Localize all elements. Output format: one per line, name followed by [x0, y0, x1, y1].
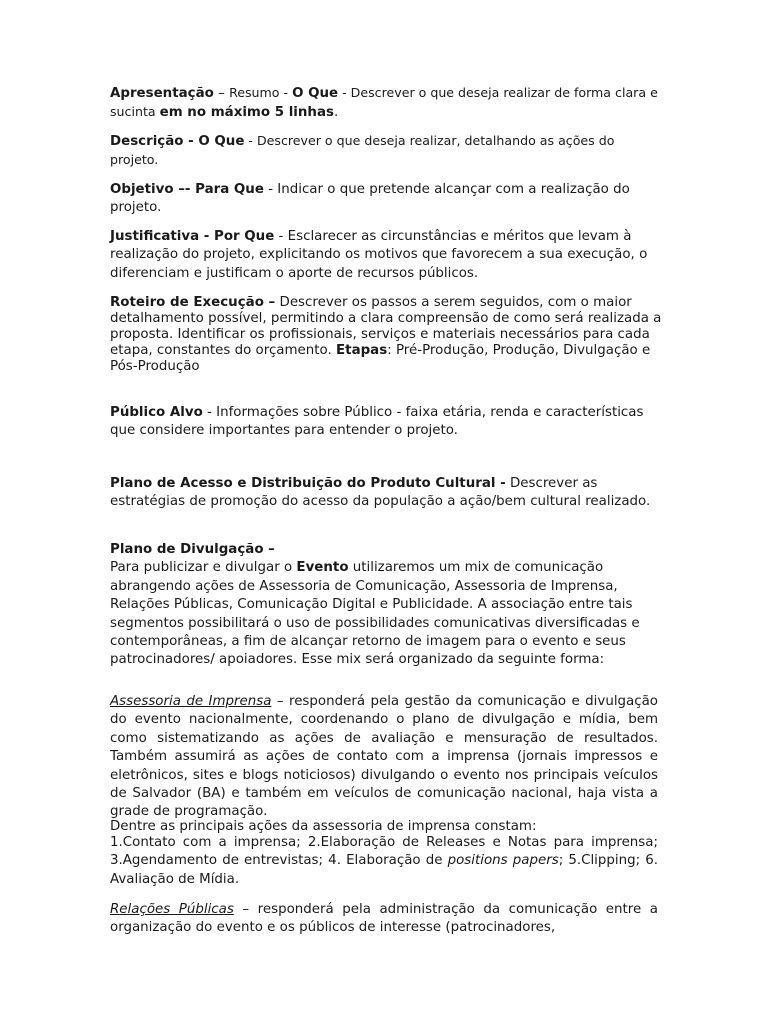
apresentacao-oque: O Que	[292, 86, 339, 101]
plano-divulgacao-evento: Evento	[296, 560, 349, 576]
plano-divulgacao-paragraph	[110, 541, 660, 670]
plano-divulgacao-intro2: utilizaremos um mix de comunicação abrangendo ações de Assessoria de Comunicação, Assessoria de Imprensa, Relações Públicas, Comunicação Digital e Publicidade. A associação entre tais segmentos possibilitará o uso de possibilidades comunicativas diversificadas e contemporâneas, a fim de alcançar retorno de imagem para o evento e seus patrocinadores/ apoiadores. Esse mix será organizado da seguinte forma:	[110, 560, 640, 668]
plano-acesso-desc: Descrever as estratégias de promoção do acesso da população a ação/bem cultural realizado.	[110, 476, 651, 510]
assessoria-desc: – responderá pela gestão da comunicação e divulgação do evento nacionalmente, coordenando o plano de divulgação e mídia, bem como sistematizando as ações de avaliação e mensuração de resultados. Também assumirá as ações de contato com a imprensa (jornais impressos e eletrônicos, sites e blogs noticiosos) divulgando o evento nos principais veículos de Salvador (BA) e também em veículos de comunicação nacional, haja vista a grade de programação.	[110, 694, 659, 820]
descricao-title: Descrição - O Que	[110, 134, 245, 149]
justificativa-desc: - Esclarecer as circunstâncias e méritos que levam à realização do projeto, explicitando os motivos que favorecem a sua execução, o diferenciam e justificam o aporte de recursos públicos.	[110, 229, 648, 281]
objetivo-paragraph	[110, 181, 660, 218]
apresentacao-end: .	[333, 105, 339, 121]
apresentacao-desc: - Descrever o que deseja realizar de forma clara e sucinta	[110, 85, 658, 120]
publico-title: Público Alvo	[110, 405, 203, 420]
justificativa-title: Justificativa - Por Que	[110, 229, 275, 244]
descricao-desc: - Descrever o que deseja realizar, detalhando as ações do projeto.	[110, 133, 615, 168]
plano-divulgacao-title: Plano de Divulgação –	[110, 542, 275, 557]
descricao-paragraph	[110, 132, 660, 171]
relacoes-desc: – responderá pela administração da comunicação entre a organização do evento e os públicos de interesse (patrocinadores,	[110, 902, 658, 936]
objetivo-title: Objetivo –- Para Que	[110, 182, 264, 197]
justificativa-paragraph	[110, 228, 660, 283]
assessoria-dentre: Dentre as principais ações da assessoria de imprensa constam:	[110, 819, 537, 834]
assessoria-list-part1: 1.Contato com a imprensa; 2.Elaboração de Releases e Notas para imprensa; 3.Agendamento de entrevistas; 4. Elaboração de	[110, 835, 658, 869]
relacoes-paragraph	[110, 901, 658, 938]
apresentacao-resumo: Resumo -	[229, 85, 293, 100]
apresentacao-sep: –	[213, 86, 230, 101]
relacoes-title: Relações Públicas	[110, 902, 234, 917]
roteiro-desc: Descrever os passos a serem seguidos, com o maior detalhamento possível, permitindo a clara compreensão de como será realizada a proposta. Identificar os profissionais, serviços e materiais necessários para cada etapa, constantes do orçamento.	[110, 295, 662, 358]
apresentacao-emphasis: em no máximo 5 linhas	[159, 105, 334, 121]
plano-acesso-paragraph	[110, 475, 660, 512]
apresentacao-title: Apresentação	[110, 86, 214, 101]
plano-divulgacao-intro1: Para publicizar e divulgar o	[110, 560, 297, 576]
roteiro-paragraph	[110, 295, 666, 375]
roteiro-etapas: : Pré-Produção, Produção, Divulgação e Pós-Produção	[110, 343, 651, 374]
assessoria-list-part2: ; 5.Clipping; 6. Avaliação de Mídia.	[110, 853, 659, 887]
publico-paragraph	[110, 404, 660, 441]
apresentacao-paragraph	[110, 84, 660, 123]
plano-acesso-title: Plano de Acesso e Distribuição do Produto Cultural -	[110, 476, 506, 491]
publico-desc: - Informações sobre Público - faixa etária, renda e características que considere importantes para entender o projeto.	[110, 405, 644, 439]
assessoria-positions: positions papers	[447, 853, 559, 869]
assessoria-title: Assessoria de Imprensa	[110, 694, 272, 709]
assessoria-paragraph	[110, 693, 658, 822]
roteiro-title: Roteiro de Execução –	[110, 295, 276, 310]
assessoria-list	[110, 834, 658, 889]
objetivo-desc: - Indicar o que pretende alcançar com a realização do projeto.	[110, 182, 630, 216]
roteiro-etapas-label: Etapas	[336, 343, 388, 358]
